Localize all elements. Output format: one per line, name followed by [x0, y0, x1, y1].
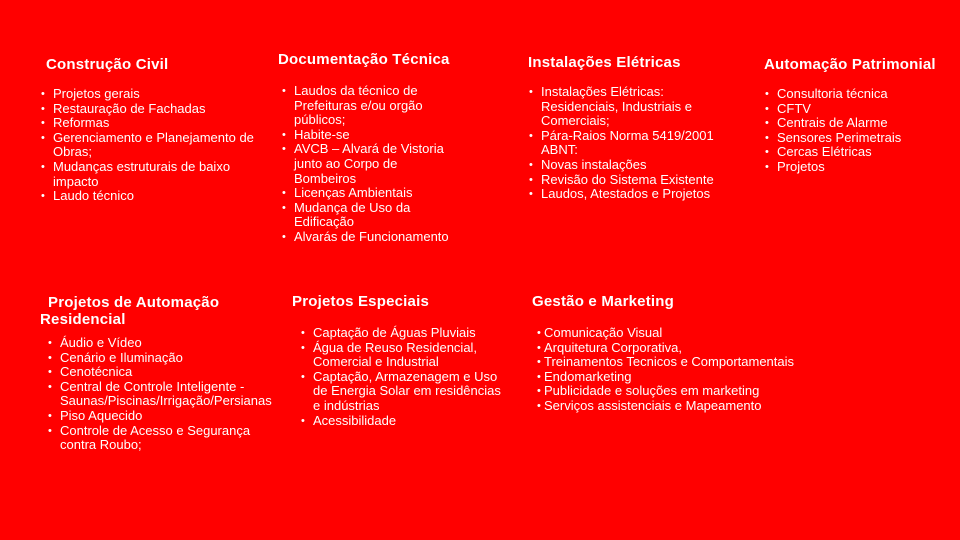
list-item: • Sensores Perimetrais [764, 131, 954, 146]
section-list [300, 326, 510, 428]
list-item: • Revisão do Sistema Existente [528, 173, 728, 188]
section-instalacoes-eletricas [528, 54, 733, 202]
list-item: • Consultoria técnica [764, 87, 954, 102]
list-item: • Reformas [40, 116, 272, 131]
list-item: • Laudos, Atestados e Projetos [528, 187, 728, 202]
section-list [40, 87, 272, 204]
list-item: • Comunicação Visual [537, 326, 822, 341]
section-title: Gestão e Marketing [532, 293, 674, 310]
list-item: • Projetos gerais [40, 87, 272, 102]
list-item: • Laudo técnico [40, 189, 272, 204]
section-projetos-especiais [292, 293, 522, 428]
section-list [528, 85, 728, 202]
list-item: • Treinamentos Tecnicos e Comportamentais [537, 355, 822, 370]
list-item: • Instalações Elétricas: Residenciais, Industriais e Comerciais; [528, 85, 728, 129]
list-item: • Central de Controle Inteligente - Saunas/Piscinas/Irrigação/Persianas [47, 380, 285, 409]
list-item: • Serviços assistenciais e Mapeamento [537, 399, 822, 414]
list-item: • Laudos da técnico de Prefeituras e/ou orgão públicos; [281, 84, 453, 128]
list-item: • Restauração de Fachadas [40, 102, 272, 117]
list-item: • Controle de Acesso e Segurança contra Roubo; [47, 424, 270, 453]
list-item: • Projetos [764, 160, 954, 175]
section-construcao-civil [40, 56, 272, 204]
section-list [537, 326, 822, 414]
list-item: • Pára-Raios Norma 5419/2001 ABNT: [528, 129, 728, 158]
list-item: • Novas instalações [528, 158, 728, 173]
list-item: • Piso Aquecido [47, 409, 287, 424]
list-item: • Água de Reuso Residencial, Comercial e Industrial [300, 341, 510, 370]
section-title: Construção Civil [46, 56, 169, 73]
section-list [47, 336, 287, 453]
list-item: • Publicidade e soluções em marketing [537, 384, 822, 399]
section-title: Automação Patrimonial [764, 56, 936, 73]
list-item: • AVCB – Alvará de Vistoria junto ao Corpo de Bombeiros [281, 142, 453, 186]
list-item: • Mudança de Uso da Edificação [281, 201, 453, 230]
section-title: Projetos de Automação Residencial [40, 294, 220, 328]
section-title: Documentação Técnica [278, 51, 450, 68]
list-item: • Mudanças estruturais de baixo impacto [40, 160, 272, 189]
section-list [764, 87, 954, 175]
list-item: • Cenário e Iluminação [47, 351, 287, 366]
list-item: • Endomarketing [537, 370, 822, 385]
list-item: • CFTV [764, 102, 954, 117]
list-item: • Alvarás de Funcionamento [281, 230, 453, 245]
list-item: • Gerenciamento e Planejamento de Obras; [40, 131, 272, 160]
section-title: Instalações Elétricas [528, 54, 681, 71]
list-item: • Áudio e Vídeo [47, 336, 287, 351]
section-automacao-residencial [40, 294, 290, 453]
section-title: Projetos Especiais [292, 293, 429, 310]
list-item: • Cercas Elétricas [764, 145, 954, 160]
list-item: • Acessibilidade [300, 414, 510, 429]
list-item: • Licenças Ambientais [281, 186, 453, 201]
list-item: • Centrais de Alarme [764, 116, 954, 131]
list-item: • Captação, Armazenagem e Uso de Energia Solar em residências e indústrias [300, 370, 510, 414]
section-gestao-marketing [532, 293, 822, 414]
section-automacao-patrimonial [764, 56, 954, 175]
section-list [281, 84, 453, 245]
section-documentacao-tecnica [278, 51, 478, 245]
list-item: • Captação de Águas Pluviais [300, 326, 510, 341]
list-item: • Cenotécnica [47, 365, 287, 380]
list-item: • Arquitetura Corporativa, [537, 341, 822, 356]
list-item: • Habite-se [281, 128, 453, 143]
